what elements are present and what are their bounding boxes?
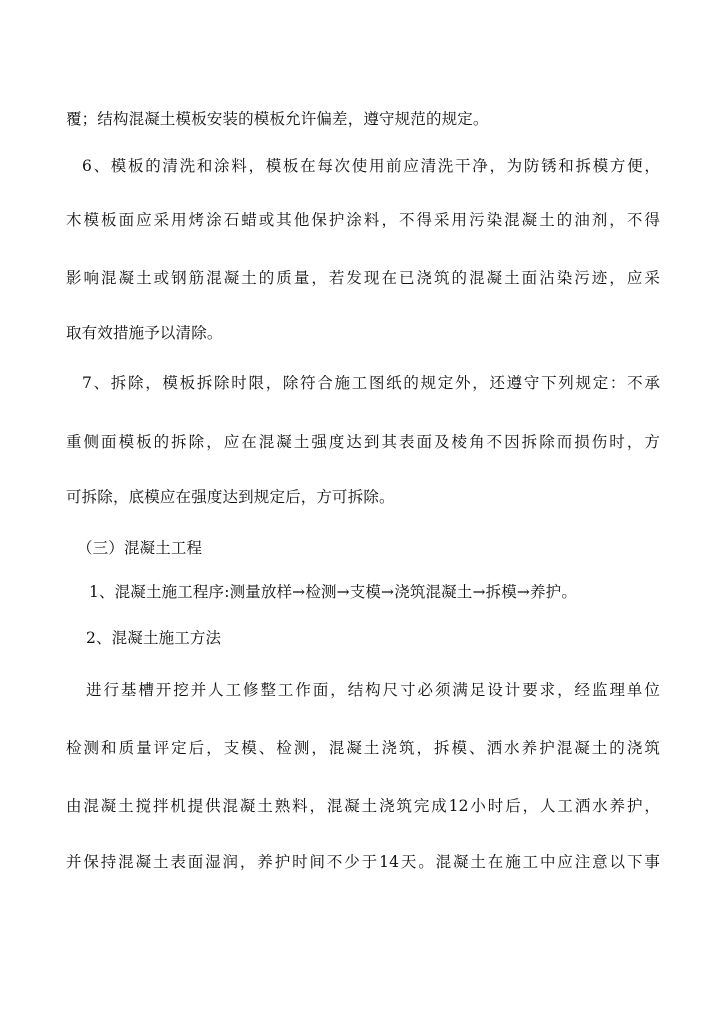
paragraph-line-15: 并保持混凝土表面湿润，养护时间不少于14天。混凝土在施工中应注意以下事	[66, 853, 660, 871]
section-heading: （三）混凝土工程	[77, 539, 203, 557]
paragraph-line-4: 影响混凝土或钢筋混凝土的质量，若发现在已浇筑的混凝土面沾染污迹，应采	[66, 269, 660, 287]
paragraph-line-5: 取有效措施予以清除。	[66, 324, 223, 342]
paragraph-line-8: 可拆除，底模应在强度达到规定后，方可拆除。	[66, 488, 395, 506]
paragraph-line-6: 7、拆除，模板拆除时限，除符合施工图纸的规定外，还遵守下列规定：不承	[82, 374, 660, 392]
paragraph-line-7: 重侧面模板的拆除，应在混凝土强度达到其表面及棱角不因拆除而损伤时，方	[66, 433, 660, 451]
paragraph-line-12: 进行基槽开挖并人工修整工作面，结构尺寸必须满足设计要求，经监理单位	[86, 681, 660, 699]
paragraph-line-2: 6、模板的清洗和涂料，模板在每次使用前应清洗干净，为防锈和拆模方便，	[82, 157, 660, 175]
paragraph-line-3: 木模板面应采用烤涂石蜡或其他保护涂料，不得采用污染混凝土的油剂，不得	[66, 211, 660, 229]
paragraph-line-1: 覆；结构混凝土模板安装的模板允许偏差，遵守规范的规定。	[66, 110, 489, 128]
paragraph-line-13: 检测和质量评定后，支模、检测，混凝土浇筑，拆模、洒水养护混凝土的浇筑	[66, 739, 660, 757]
paragraph-line-10: 1、混凝土施工程序:测量放样→检测→支模→浇筑混凝土→拆模→养护。	[89, 583, 577, 601]
subsection-heading: 2、混凝土施工方法	[86, 629, 222, 647]
paragraph-line-14: 由混凝土搅拌机提供混凝土熟料，混凝土浇筑完成12小时后，人工洒水养护，	[66, 797, 660, 815]
